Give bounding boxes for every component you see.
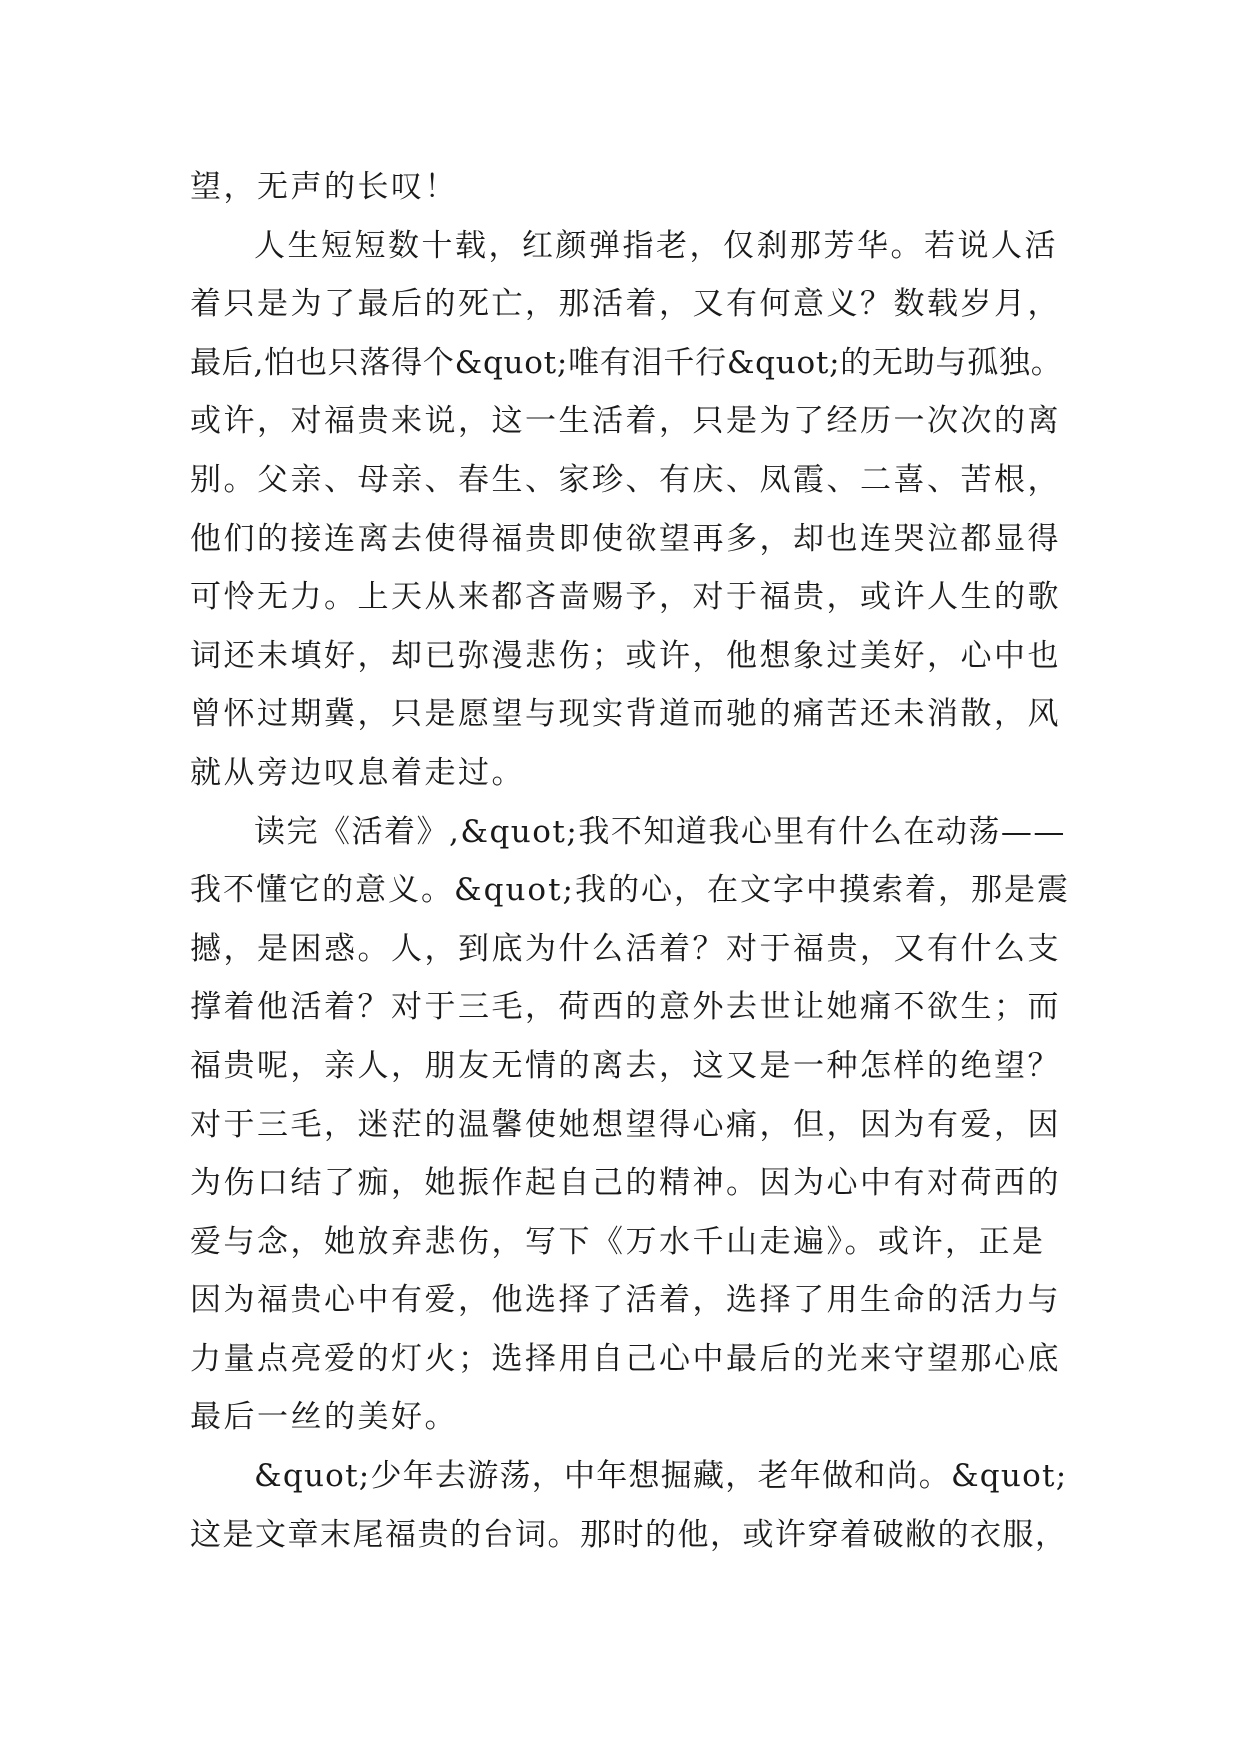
text-line: 最后,怕也只落得个&quot;唯有泪千行&quot;的无助与孤独。: [190, 344, 1063, 381]
text-line: 着只是为了最后的死亡，那活着，又有何意义？数载岁月，: [190, 286, 1061, 323]
text-line: 曾怀过期冀，只是愿望与现实背道而驰的痛苦还未消散，风: [190, 696, 1061, 733]
text-line: 最后一丝的美好。: [190, 1399, 458, 1436]
text-line: 词还未填好，却已弥漫悲伤；或许，他想象过美好，心中也: [190, 637, 1061, 674]
text-line: 他们的接连离去使得福贵即使欲望再多，却也连哭泣都显得: [190, 520, 1061, 557]
text-line: 因为福贵心中有爱，他选择了活着，选择了用生命的活力与: [190, 1282, 1061, 1319]
paragraph-start-line: 读完《活着》,&quot;我不知道我心里有什么在动荡——: [254, 813, 1066, 850]
paragraph-start-line: &quot;少年去游荡，中年想掘藏，老年做和尚。&quot;: [254, 1458, 1068, 1495]
text-line: 撼，是困惑。人，到底为什么活着？对于福贵，又有什么支: [190, 930, 1061, 967]
text-line: 爱与念，她放弃悲伤，写下《万水千山走遍》。或许，正是: [190, 1223, 1046, 1260]
text-line: 撑着他活着？对于三毛，荷西的意外去世让她痛不欲生；而: [190, 989, 1061, 1026]
text-line: 我不懂它的意义。&quot;我的心，在文字中摸索着，那是震: [190, 872, 1070, 909]
text-line: 力量点亮爱的灯火；选择用自己心中最后的光来守望那心底: [190, 1340, 1061, 1377]
text-line: 为伤口结了痂，她振作起自己的精神。因为心中有对荷西的: [190, 1165, 1061, 1202]
text-line: 或许，对福贵来说，这一生活着，只是为了经历一次次的离: [190, 403, 1061, 440]
text-line: 可怜无力。上天从来都吝啬赐予，对于福贵，或许人生的歌: [190, 579, 1061, 616]
text-line: 望，无声的长叹！: [190, 169, 458, 205]
text-line: 别。父亲、母亲、春生、家珍、有庆、凤霞、二喜、苦根，: [190, 461, 1061, 498]
text-line: 就从旁边叹息着走过。: [190, 754, 525, 791]
document-body: [190, 158, 1070, 1564]
text-line: 对于三毛，迷茫的温馨使她想望得心痛，但，因为有爱，因: [190, 1106, 1061, 1143]
text-line: 这是文章末尾福贵的台词。那时的他，或许穿着破敝的衣服，: [190, 1516, 1068, 1553]
paragraph-start-line: 人生短短数十载，红颜弹指老，仅刹那芳华。若说人活: [254, 227, 1058, 264]
text-line: 福贵呢，亲人，朋友无情的离去，这又是一种怎样的绝望？: [190, 1047, 1061, 1084]
